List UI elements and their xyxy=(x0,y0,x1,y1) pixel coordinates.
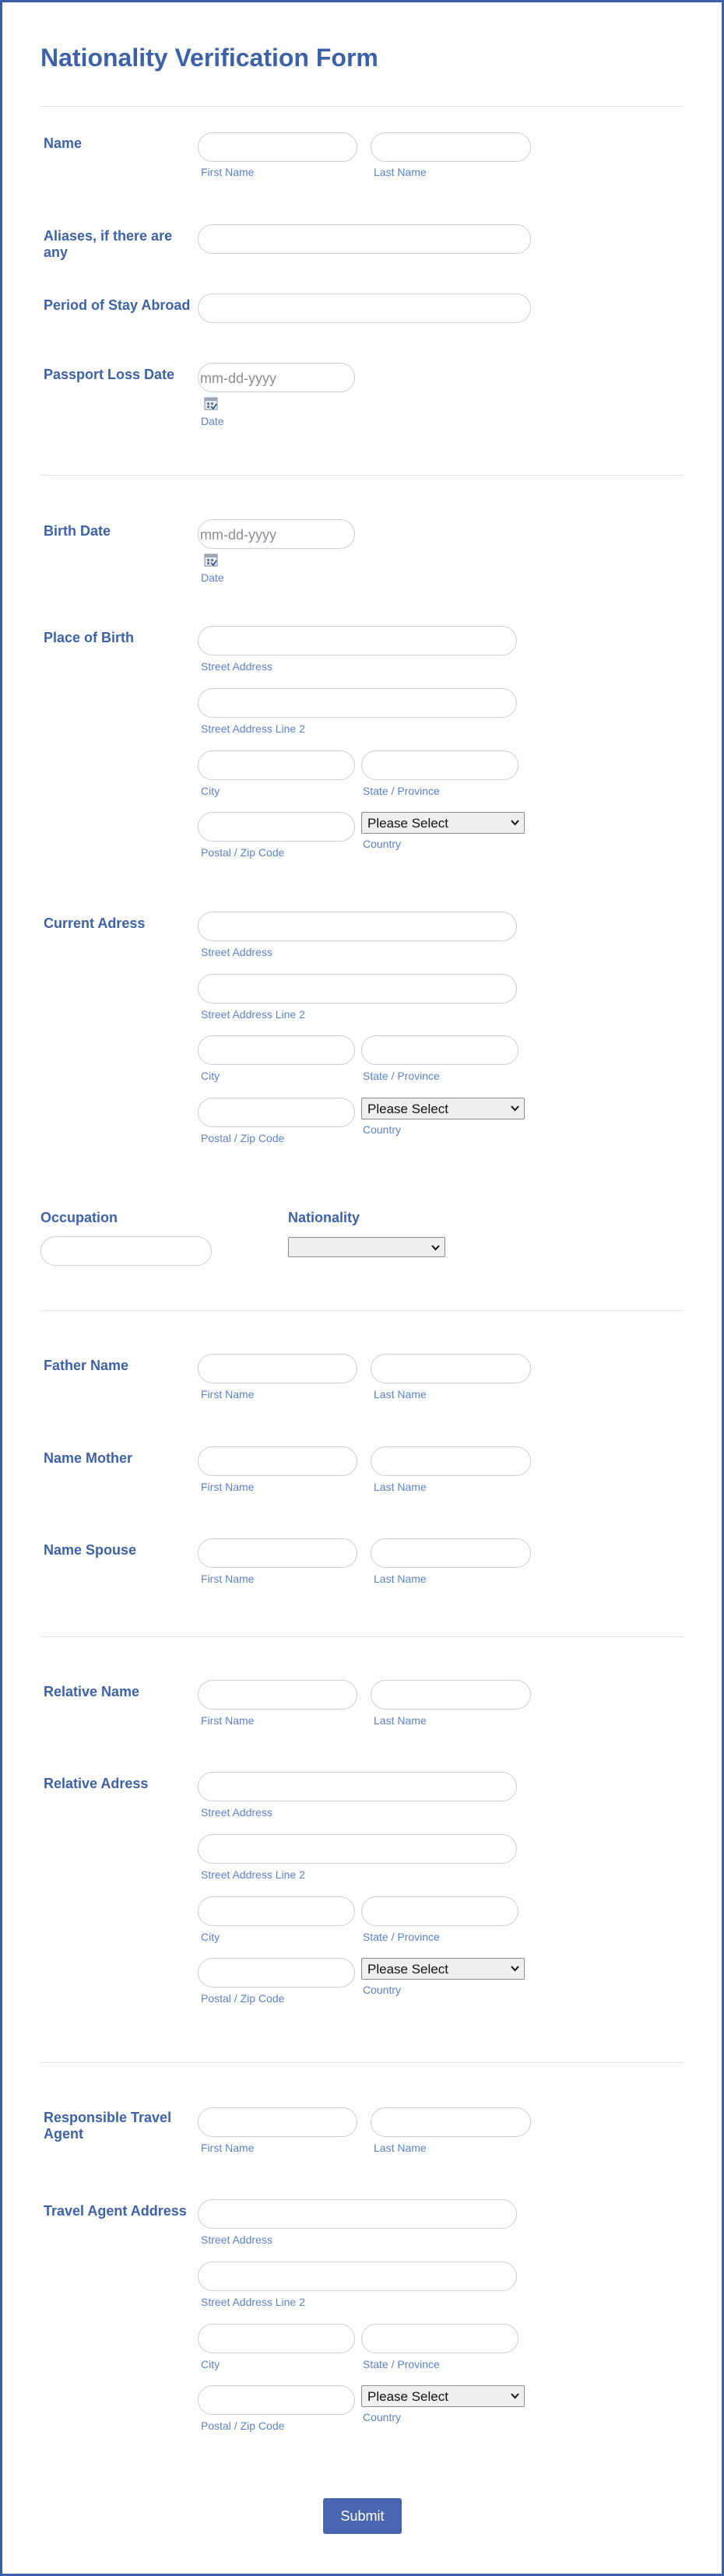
street2-sublabel: Street Address Line 2 xyxy=(201,1008,305,1021)
chevron-down-icon xyxy=(431,1245,440,1251)
birth-city-input[interactable] xyxy=(198,750,355,780)
relative-state-input[interactable] xyxy=(361,1896,518,1926)
last-name-sublabel: Last Name xyxy=(374,166,427,178)
postal-sublabel: Postal / Zip Code xyxy=(201,1132,285,1144)
father-last-name-input[interactable] xyxy=(371,1354,531,1383)
mother-first-name-input[interactable] xyxy=(198,1446,357,1476)
agent-country-select[interactable] xyxy=(361,2385,525,2407)
country-sublabel: Country xyxy=(363,1123,402,1136)
father-name-label: Father Name xyxy=(44,1358,129,1373)
calendar-icon[interactable] xyxy=(204,553,218,567)
relative-country-select[interactable] xyxy=(361,1958,525,1980)
nationality-select[interactable] xyxy=(288,1237,445,1257)
select-value: Please Select xyxy=(367,1102,448,1116)
country-sublabel: Country xyxy=(363,838,402,850)
submit-button[interactable]: Submit xyxy=(323,2498,402,2534)
father-first-name-input[interactable] xyxy=(198,1354,357,1383)
state-sublabel: State / Province xyxy=(363,1931,440,1943)
first-name-sublabel: First Name xyxy=(201,2142,255,2154)
chevron-down-icon xyxy=(511,1105,519,1112)
travel-agent-label: Responsible Travel Agent xyxy=(44,2110,172,2142)
street2-sublabel: Street Address Line 2 xyxy=(201,2296,305,2308)
relative-address-label: Relative Adress xyxy=(44,1776,149,1791)
last-name-sublabel: Last Name xyxy=(374,1481,427,1493)
postal-sublabel: Postal / Zip Code xyxy=(201,2420,285,2432)
relative-postal-input[interactable] xyxy=(198,1958,355,1987)
state-sublabel: State / Province xyxy=(363,1070,440,1082)
relative-street-input[interactable] xyxy=(198,1772,517,1801)
birth-state-input[interactable] xyxy=(361,750,518,780)
city-sublabel: City xyxy=(201,2358,220,2370)
birth-street2-input[interactable] xyxy=(198,688,517,718)
last-name-sublabel: Last Name xyxy=(374,1388,427,1400)
agent-state-input[interactable] xyxy=(361,2324,518,2353)
occupation-label: Occupation xyxy=(40,1210,118,1225)
spouse-first-name-input[interactable] xyxy=(198,1538,357,1568)
country-sublabel: Country xyxy=(363,2411,402,2423)
chevron-down-icon xyxy=(511,2393,519,2399)
birth-street-input[interactable] xyxy=(198,626,517,655)
country-sublabel: Country xyxy=(363,1984,402,1996)
city-sublabel: City xyxy=(201,1931,220,1943)
aliases-label: Aliases, if there are any xyxy=(44,228,173,260)
birth-postal-input[interactable] xyxy=(198,812,355,842)
relative-last-name-input[interactable] xyxy=(371,1680,531,1710)
first-name-input[interactable] xyxy=(198,132,357,162)
select-value: Please Select xyxy=(367,1962,448,1977)
name-label: Name xyxy=(44,135,83,151)
relative-city-input[interactable] xyxy=(198,1896,355,1926)
period-stay-label: Period of Stay Abroad xyxy=(44,297,191,313)
current-street2-input[interactable] xyxy=(198,974,517,1003)
birth-date-label: Birth Date xyxy=(44,523,111,539)
agent-postal-input[interactable] xyxy=(198,2385,355,2415)
current-country-select[interactable] xyxy=(361,1098,525,1119)
relative-name-label: Relative Name xyxy=(44,1684,140,1699)
divider xyxy=(40,106,684,107)
date-sublabel: Date xyxy=(201,571,224,584)
current-street-input[interactable] xyxy=(198,912,517,941)
mother-last-name-input[interactable] xyxy=(371,1446,531,1476)
name-mother-label: Name Mother xyxy=(44,1450,133,1466)
place-birth-label: Place of Birth xyxy=(44,630,135,645)
relative-street2-input[interactable] xyxy=(198,1834,517,1864)
street-sublabel: Street Address xyxy=(201,1806,272,1819)
postal-sublabel: Postal / Zip Code xyxy=(201,846,285,859)
birth-country-select[interactable] xyxy=(361,812,525,834)
nationality-label: Nationality xyxy=(288,1210,360,1225)
relative-first-name-input[interactable] xyxy=(198,1680,357,1710)
date-sublabel: Date xyxy=(201,415,224,427)
first-name-sublabel: First Name xyxy=(201,1388,255,1400)
first-name-sublabel: First Name xyxy=(201,1481,255,1493)
passport-loss-label: Passport Loss Date xyxy=(44,367,175,382)
first-name-sublabel: First Name xyxy=(201,166,255,178)
city-sublabel: City xyxy=(201,1070,220,1082)
agent-street-input[interactable] xyxy=(198,2199,517,2229)
occupation-input[interactable] xyxy=(40,1236,212,1266)
state-sublabel: State / Province xyxy=(363,2358,440,2370)
last-name-sublabel: Last Name xyxy=(374,1714,427,1727)
street-sublabel: Street Address xyxy=(201,2233,272,2246)
divider xyxy=(40,2062,684,2063)
passport-loss-date-input[interactable]: mm-dd-yyyy xyxy=(198,363,355,392)
agent-first-name-input[interactable] xyxy=(198,2107,357,2137)
divider xyxy=(40,1636,684,1637)
form-title: Nationality Verification Form xyxy=(40,44,378,72)
birth-date-input[interactable]: mm-dd-yyyy xyxy=(198,519,355,549)
last-name-sublabel: Last Name xyxy=(374,2142,427,2154)
first-name-sublabel: First Name xyxy=(201,1573,255,1585)
spouse-last-name-input[interactable] xyxy=(371,1538,531,1568)
current-city-input[interactable] xyxy=(198,1035,355,1065)
name-spouse-label: Name Spouse xyxy=(44,1542,137,1558)
last-name-sublabel: Last Name xyxy=(374,1573,427,1585)
street-sublabel: Street Address xyxy=(201,946,272,958)
street2-sublabel: Street Address Line 2 xyxy=(201,1868,305,1881)
chevron-down-icon xyxy=(511,1966,519,1972)
select-value: Please Select xyxy=(367,816,448,831)
city-sublabel: City xyxy=(201,785,220,797)
divider xyxy=(40,1310,684,1311)
agent-city-input[interactable] xyxy=(198,2324,355,2353)
state-sublabel: State / Province xyxy=(363,785,440,797)
chevron-down-icon xyxy=(511,820,519,826)
last-name-input[interactable] xyxy=(371,132,531,162)
aliases-input[interactable] xyxy=(198,224,531,254)
street2-sublabel: Street Address Line 2 xyxy=(201,722,305,735)
first-name-sublabel: First Name xyxy=(201,1714,255,1727)
current-postal-input[interactable] xyxy=(198,1098,355,1127)
current-state-input[interactable] xyxy=(361,1035,518,1065)
travel-agent-address-label: Travel Agent Address xyxy=(44,2203,187,2219)
calendar-icon[interactable] xyxy=(204,396,218,410)
period-stay-input[interactable] xyxy=(198,293,531,323)
agent-street2-input[interactable] xyxy=(198,2261,517,2291)
select-value: Please Select xyxy=(367,2389,448,2404)
current-address-label: Current Adress xyxy=(44,915,146,931)
divider xyxy=(40,475,684,476)
postal-sublabel: Postal / Zip Code xyxy=(201,1992,285,2005)
street-sublabel: Street Address xyxy=(201,660,272,673)
agent-last-name-input[interactable] xyxy=(371,2107,531,2137)
